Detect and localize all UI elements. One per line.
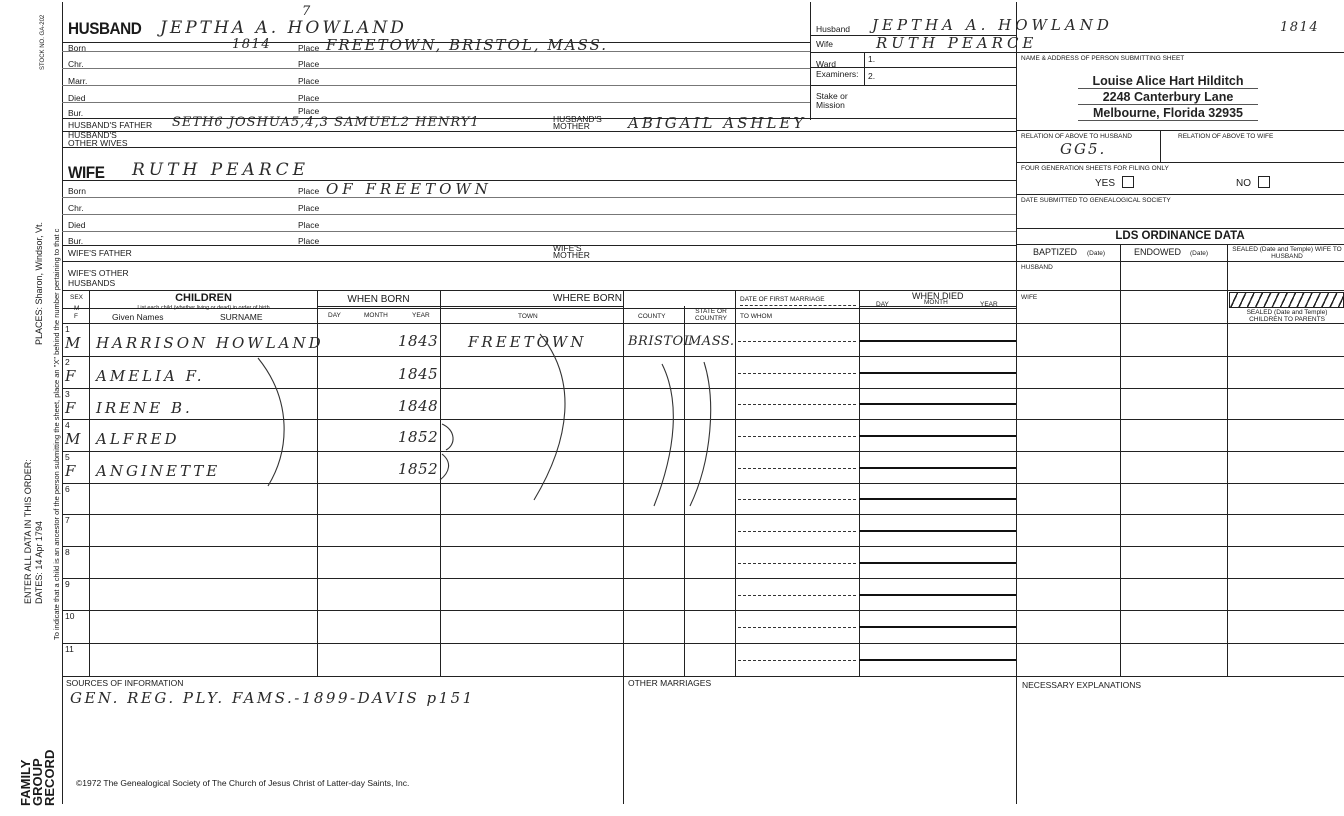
four-generation-no-label: NO: [1236, 178, 1251, 189]
col-state: STATE OR COUNTRY: [694, 308, 728, 322]
lds-endowed-label: ENDOWED: [1134, 247, 1181, 257]
child-number: 7: [65, 515, 70, 525]
examiner-1[interactable]: 1.: [868, 54, 876, 64]
col-sex-m: M: [74, 305, 80, 312]
husband-name[interactable]: JEPTHA A. HOWLAND: [160, 18, 407, 38]
col-surname: SURNAME: [220, 312, 263, 322]
lds-wife-label: WIFE: [1021, 294, 1038, 301]
places-legend: PLACES: Sharon, Windsor, Vt.: [34, 221, 44, 345]
submitter-label: NAME & ADDRESS OF PERSON SUBMITTING SHEET: [1021, 55, 1185, 62]
child-birth-county[interactable]: BRISTOL: [628, 334, 693, 349]
submitter-line-3[interactable]: Melbourne, Florida 32935: [1092, 106, 1244, 120]
husband-father-value[interactable]: SETH6 JOSHUA5,4,3 SAMUEL2 HENRY1: [172, 115, 480, 130]
relation-husband-value[interactable]: GG5.: [1060, 140, 1107, 158]
husband-ref-mark: 7: [302, 4, 312, 19]
wife-other-husbands-label: WIFE'S OTHER HUSBANDS: [68, 268, 129, 288]
col-died-year: YEAR: [980, 301, 998, 308]
copyright: ©1972 The Genealogical Society of The Church of Jesus Christ of Latter-day Saints, Inc.: [76, 778, 410, 788]
lds-husband-label: HUSBAND: [1021, 264, 1053, 271]
col-born-day: DAY: [328, 312, 341, 319]
child-number: 6: [65, 484, 70, 494]
husband-born-label: Born: [68, 43, 86, 53]
col-born-year: YEAR: [412, 312, 430, 319]
child-name[interactable]: IRENE B.: [96, 399, 193, 417]
submitter-line-2[interactable]: 2248 Canterbury Lane: [1102, 90, 1234, 104]
wife-bur-label: Bur.: [68, 236, 84, 246]
examiners-label: Examiners:: [816, 69, 859, 79]
child-sex[interactable]: F: [65, 399, 76, 417]
form-title: FAMILY GROUP RECORD: [18, 749, 57, 806]
husband-died-label: Died: [68, 93, 86, 103]
child-number: 1: [65, 324, 70, 334]
col-when-born: WHEN BORN: [347, 294, 410, 305]
lds-title: LDS ORDINANCE DATA: [1115, 230, 1245, 242]
child-number: 8: [65, 547, 70, 557]
child-birth-year[interactable]: 1843: [398, 332, 439, 350]
child-birth-year[interactable]: 1852: [398, 460, 439, 478]
husband-bur-place-label: Place: [298, 106, 320, 116]
wife-chr-place-label: Place: [298, 203, 320, 213]
child-name[interactable]: ANGINETTE: [96, 462, 221, 480]
wife-born-label: Born: [68, 186, 86, 196]
wife-bur-place-label: Place: [298, 236, 320, 246]
lds-sealed-children-label: SEALED (Date and Temple) CHILDREN TO PARENTS: [1246, 309, 1328, 323]
wife-born-place-label: Place: [298, 186, 320, 196]
lds-baptized-label: BAPTIZED: [1033, 247, 1078, 257]
husband-born-place-label: Place: [298, 43, 320, 53]
husband-born-place[interactable]: FREETOWN, BRISTOL, MASS.: [326, 36, 609, 54]
husband-marr-place-label: Place: [298, 76, 320, 86]
ward-label: Ward: [816, 59, 836, 69]
col-sex-f: F: [74, 313, 78, 320]
child-number: 9: [65, 579, 70, 589]
col-died-month: MONTH: [924, 299, 948, 306]
child-number: 10: [65, 611, 75, 621]
four-generation-label: FOUR GENERATION SHEETS FOR FILING ONLY: [1021, 165, 1169, 172]
col-first-marriage: DATE OF FIRST MARRIAGE: [740, 296, 825, 303]
husband-other-wives-label: HUSBAND'S OTHER WIVES: [68, 130, 128, 148]
col-died-day: DAY: [876, 301, 889, 308]
wife-name[interactable]: RUTH PEARCE: [132, 160, 310, 180]
child-sex[interactable]: M: [65, 334, 81, 352]
husband-bur-label: Bur.: [68, 108, 84, 118]
child-name[interactable]: AMELIA F.: [96, 367, 205, 385]
child-birth-town[interactable]: FREETOWN: [468, 333, 587, 351]
wife-born-place[interactable]: OF FREETOWN: [326, 180, 492, 198]
child-number: 3: [65, 389, 70, 399]
sources-value[interactable]: GEN. REG. PLY. FAMS.-1899-DAVIS p151: [70, 689, 475, 707]
child-name[interactable]: HARRISON HOWLAND: [96, 334, 324, 352]
submitter-line-1[interactable]: Louise Alice Hart Hilditch: [1092, 74, 1244, 88]
enter-data-legend: ENTER ALL DATA IN THIS ORDER:: [23, 459, 33, 604]
col-sex-label: SEX: [70, 294, 84, 301]
child-number: 2: [65, 357, 70, 367]
stock-number: STOCK NO. GA-202: [40, 14, 46, 70]
col-born-month: MONTH: [364, 312, 388, 319]
husband-chr-place-label: Place: [298, 59, 320, 69]
husband-father-label: HUSBAND'S FATHER: [68, 120, 153, 130]
child-sex[interactable]: F: [65, 367, 76, 385]
husband-marr-label: Marr.: [68, 76, 88, 86]
child-birth-year[interactable]: 1845: [398, 365, 439, 383]
child-birth-state[interactable]: MASS.: [688, 334, 735, 349]
lds-sealed-wife-label: SEALED (Date and Temple) WIFE TO HUSBAND: [1232, 246, 1342, 260]
wife-heading: WIFE: [68, 163, 105, 182]
husband-born-value[interactable]: 1814: [232, 37, 272, 52]
col-children-title: CHILDREN: [175, 292, 232, 304]
lds-endowed-date-label: (Date): [1190, 250, 1209, 257]
sources-label: SOURCES OF INFORMATION: [66, 678, 184, 688]
summary-husband-label: Husband: [816, 24, 851, 34]
child-birth-year[interactable]: 1852: [398, 428, 439, 446]
summary-wife-name[interactable]: RUTH PEARCE: [876, 34, 1038, 52]
summary-husband-year[interactable]: 1814: [1280, 20, 1320, 35]
child-number: 5: [65, 452, 70, 462]
husband-mother-value[interactable]: ABIGAIL ASHLEY: [628, 114, 807, 132]
col-where-born: WHERE BORN: [553, 293, 622, 304]
col-town: TOWN: [518, 313, 538, 320]
col-given-names: Given Names: [112, 312, 164, 322]
husband-heading: HUSBAND: [68, 19, 142, 38]
examiner-2[interactable]: 2.: [868, 71, 876, 81]
lds-baptized-date-label: (Date): [1087, 250, 1106, 257]
child-sex[interactable]: F: [65, 462, 76, 480]
stake-mission-label: Stake or Mission: [816, 91, 848, 110]
child-number: 11: [65, 644, 74, 654]
wife-died-place-label: Place: [298, 220, 320, 230]
child-sex[interactable]: M: [65, 430, 81, 448]
relation-husband-label: RELATION OF ABOVE TO HUSBAND: [1021, 133, 1132, 140]
wife-died-label: Died: [68, 220, 86, 230]
date-submitted-label: DATE SUBMITTED TO GENEALOGICAL SOCIETY: [1021, 197, 1171, 204]
child-number: 4: [65, 420, 70, 430]
col-to-whom: TO WHOM: [740, 313, 773, 320]
child-birth-year[interactable]: 1848: [398, 397, 439, 415]
husband-died-place-label: Place: [298, 93, 320, 103]
summary-husband-name[interactable]: JEPTHA A. HOWLAND: [872, 16, 1113, 34]
ancestor-instruction: To indicate that a child is an ancestor of the person submitting the sheet, place an "X" behind the number pertaining to that c: [52, 228, 61, 640]
col-when-died: WHEN DIED: [912, 291, 964, 301]
wife-mother-label: WIFE'S MOTHER: [553, 243, 590, 260]
wife-father-label: WIFE'S FATHER: [68, 248, 132, 258]
child-name[interactable]: ALFRED: [96, 430, 180, 448]
relation-wife-label: RELATION OF ABOVE TO WIFE: [1178, 133, 1274, 140]
wife-chr-label: Chr.: [68, 203, 84, 213]
other-marriages-label: OTHER MARRIAGES: [628, 678, 712, 688]
summary-wife-label: Wife: [816, 39, 833, 49]
explanations-label: NECESSARY EXPLANATIONS: [1022, 680, 1142, 690]
dates-legend: DATES: 14 Apr 1794: [34, 521, 44, 604]
four-generation-yes-label: YES: [1095, 178, 1116, 189]
col-children-instruction: List each child (whether living or dead) in order of birth: [137, 305, 270, 311]
husband-chr-label: Chr.: [68, 59, 84, 69]
husband-mother-label: HUSBAND'S MOTHER: [553, 114, 602, 131]
col-county: COUNTY: [638, 313, 666, 320]
